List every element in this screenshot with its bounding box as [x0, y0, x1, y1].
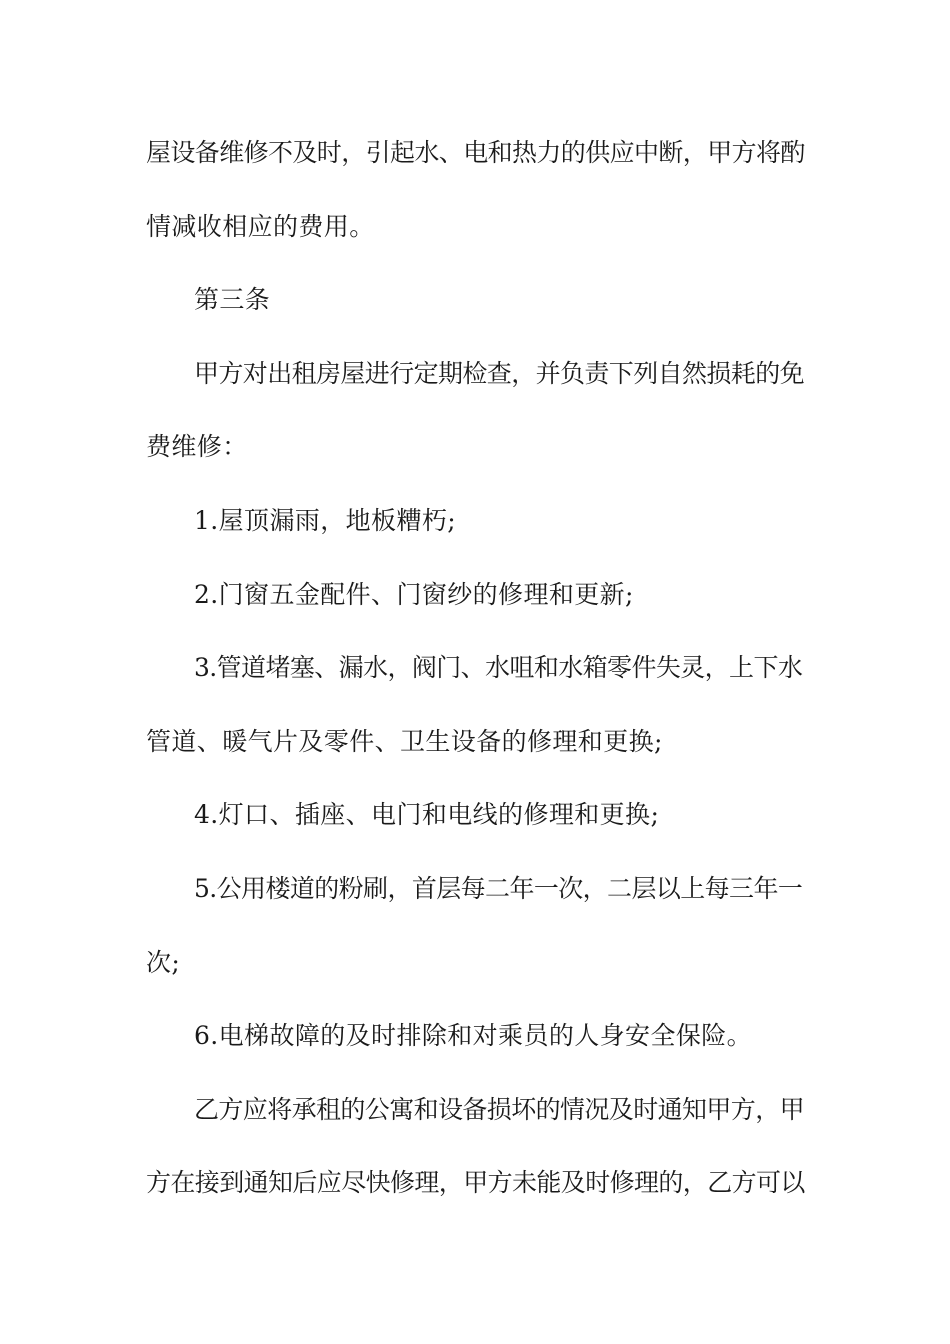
list-item-4: 4.灯口、插座、电门和电线的修理和更换; — [194, 800, 660, 830]
list-item-2: 2.门窗五金配件、门窗纱的修理和更新; — [194, 579, 634, 609]
list-item-3-continuation: 管道、暖气片及零件、卫生设备的修理和更换; — [146, 726, 663, 756]
article-heading: 第三条 — [194, 285, 271, 315]
list-item-5: 5.公用楼道的粉刷，首层每二年一次，二层以上每三年一 — [194, 873, 803, 903]
list-item-1: 1.屋顶漏雨，地板糟朽; — [194, 505, 457, 535]
text-line-continuation: 屋设备维修不及时，引起水、电和热力的供应中断，甲方将酌 — [146, 138, 805, 167]
text-line-paragraph-start: 甲方对出租房屋进行定期检查，并负责下列自然损耗的免 — [194, 358, 805, 388]
document-body — [146, 128, 806, 1232]
list-item-5-continuation: 次; — [146, 947, 181, 977]
list-item-6: 6.电梯故障的及时排除和对乘员的人身安全保险。 — [194, 1021, 753, 1051]
text-line-paragraph-end: 费维修： — [146, 432, 248, 462]
list-item-3: 3.管道堵塞、漏水，阀门、水咀和水箱零件失灵，上下水 — [194, 653, 803, 683]
text-line-paragraph-start: 乙方应将承租的公寓和设备损坏的情况及时通知甲方，甲 — [194, 1094, 805, 1124]
text-line-paragraph-end: 情减收相应的费用。 — [146, 211, 375, 241]
text-line-continuation: 方在接到通知后应尽快修理，甲方未能及时修理的，乙方可以 — [146, 1168, 805, 1198]
